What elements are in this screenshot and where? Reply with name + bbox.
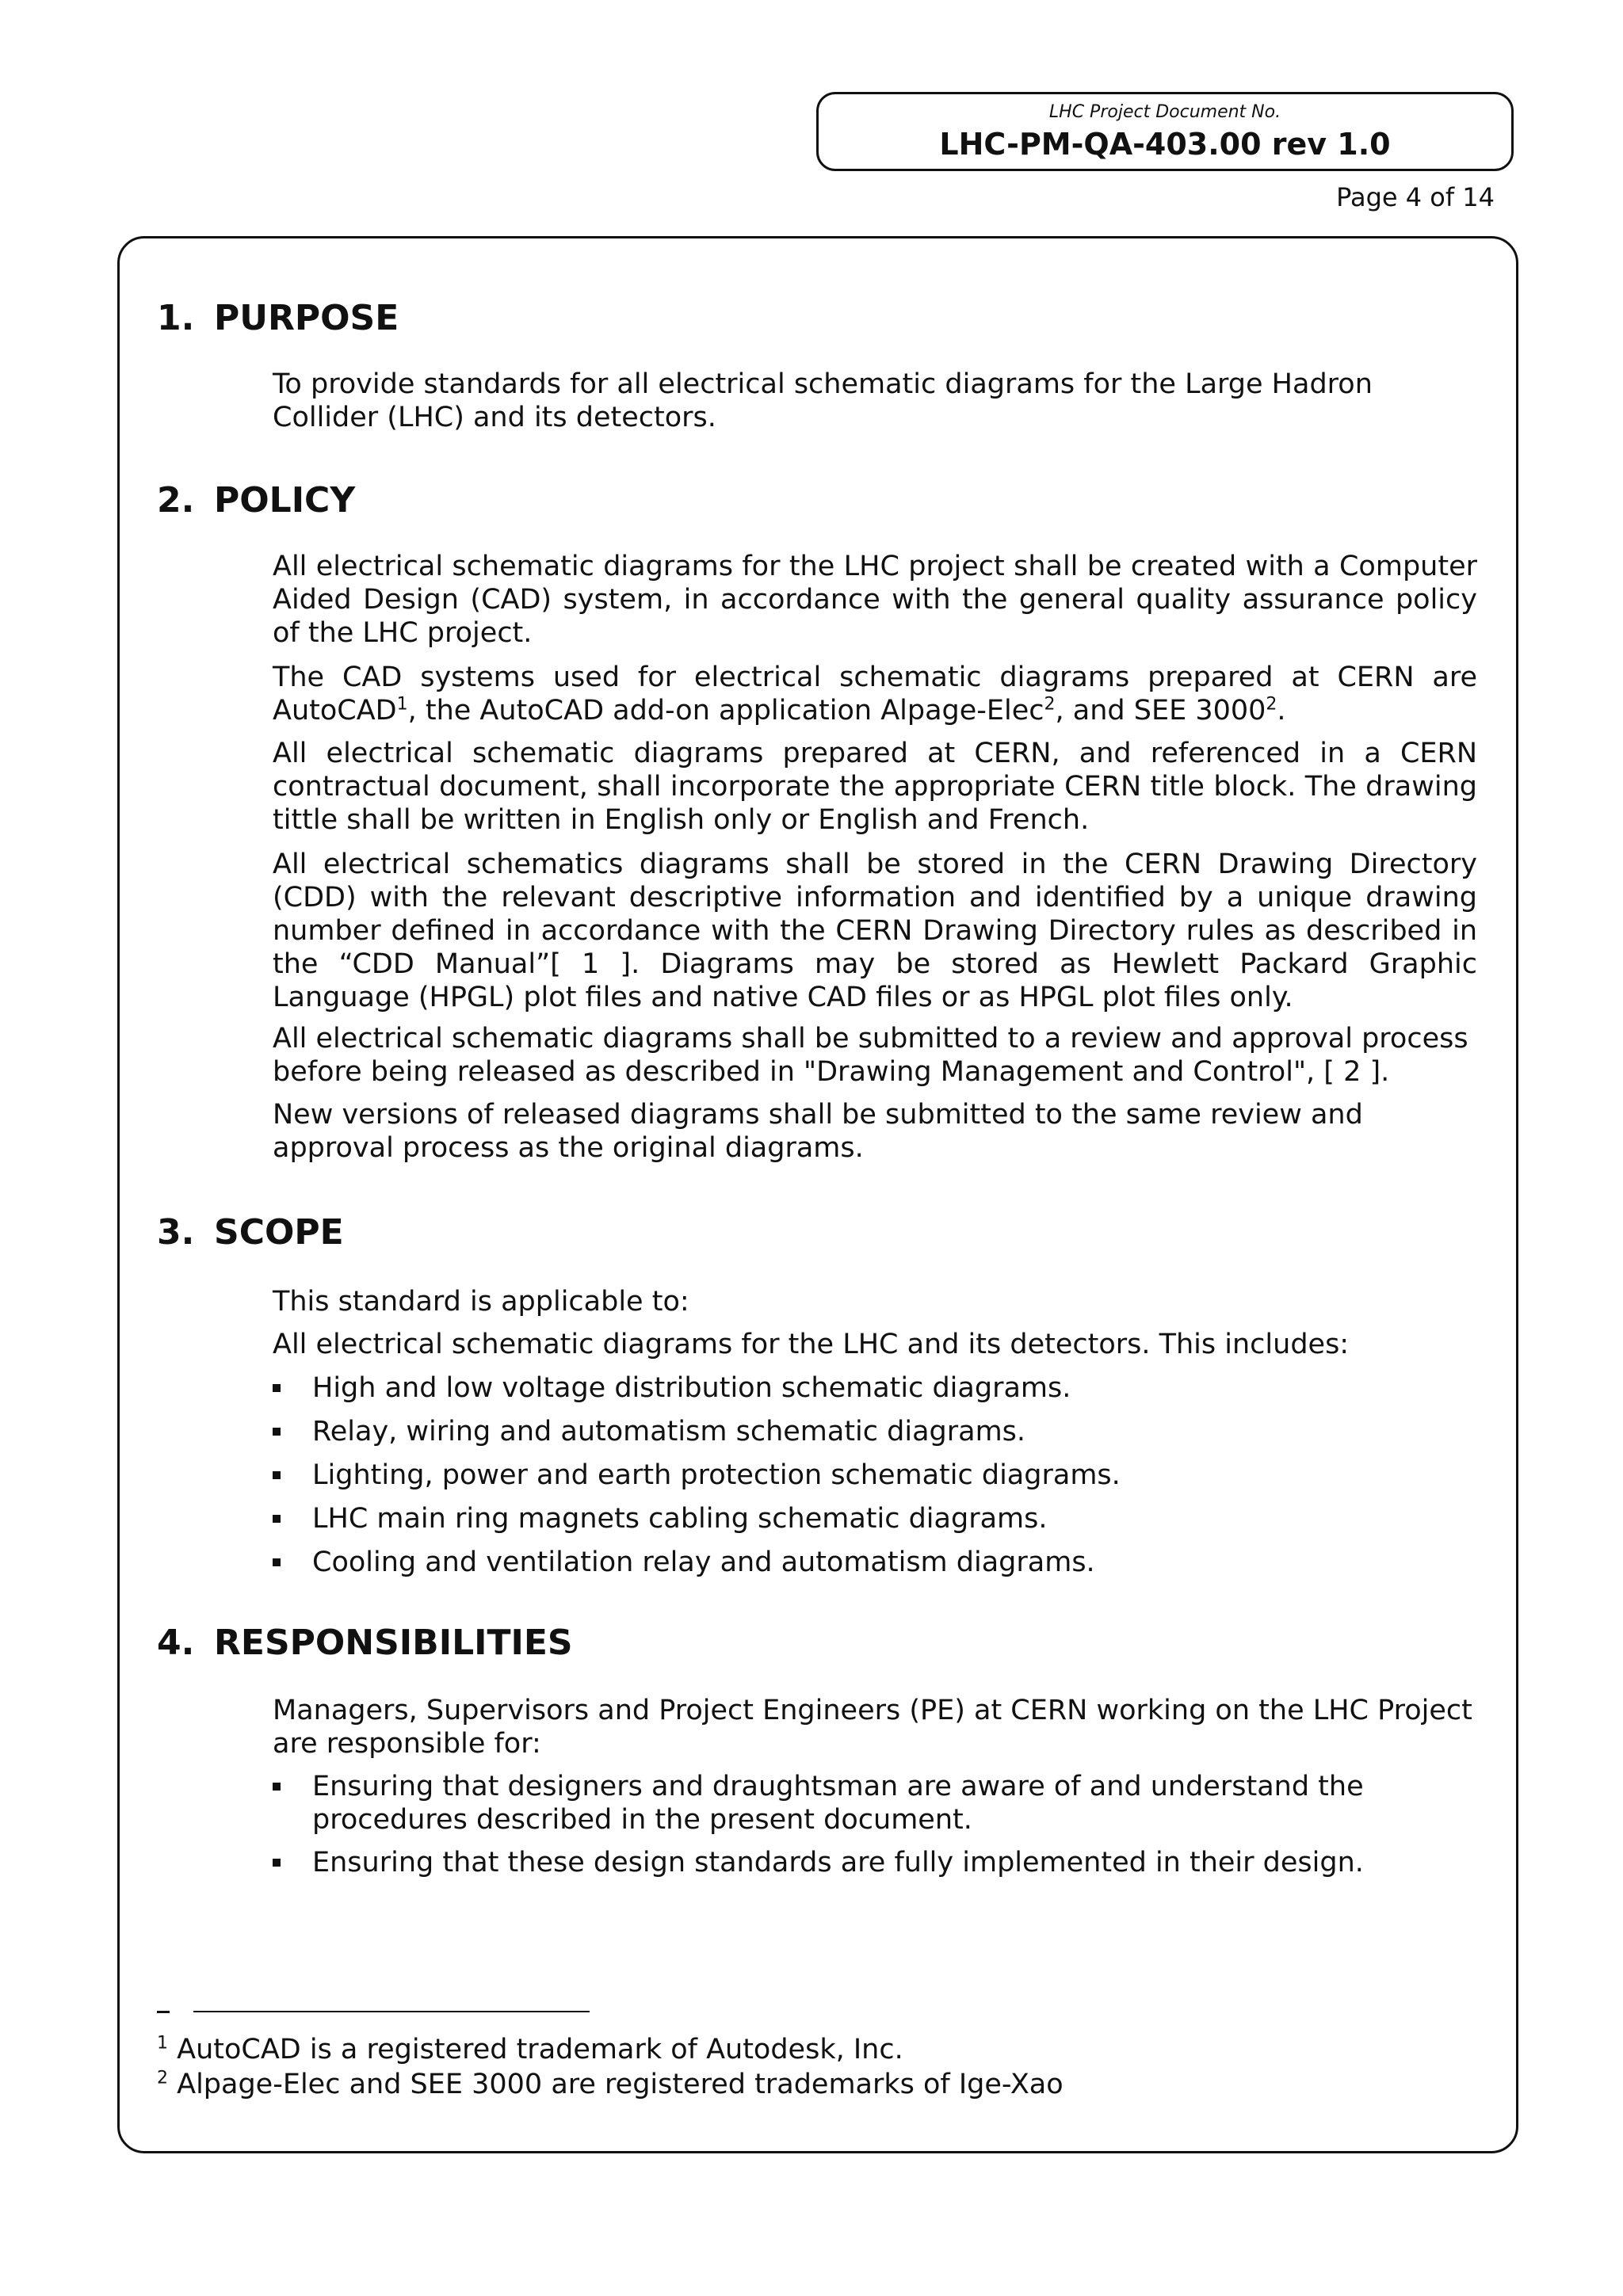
list-item: [273, 1502, 1477, 1535]
policy-paragraph-2: [273, 661, 1477, 727]
footnote-1: [157, 2033, 903, 2066]
list-item: [273, 1846, 1477, 1879]
bullet-square-icon: [273, 1859, 281, 1867]
bullet-square-icon: [273, 1428, 281, 1436]
footnote-text: Alpage-Elec and SEE 3000 are registered trademarks of Ige-Xao: [168, 2069, 1064, 2100]
scope-paragraph-1: This standard is applicable to:: [273, 1286, 689, 1318]
list-item-text: Lighting, power and earth protection schematic diagrams.: [312, 1459, 1121, 1491]
section-heading-responsibilities: [157, 1623, 573, 1663]
document-number: LHC-PM-QA-403.00 rev 1.0: [939, 127, 1391, 162]
section-number: 4.: [157, 1623, 195, 1663]
page-number: Page 4 of 14: [1336, 182, 1495, 212]
section-heading-policy: [157, 480, 355, 521]
footnote-dash: [157, 2011, 170, 2013]
section-title: PURPOSE: [214, 298, 399, 338]
policy-p2-text-b: , the AutoCAD add-on application Alpage-Elec: [407, 695, 1044, 727]
footnote-ref-2: 2: [1044, 694, 1056, 715]
list-item-text: Ensuring that designers and draughtsman are aware of and understand the procedures described in the present document.: [312, 1771, 1364, 1836]
footnote-text: AutoCAD is a registered trademark of Autodesk, Inc.: [168, 2034, 903, 2065]
footnote-ref-1: 1: [396, 694, 408, 715]
section-heading-scope: [157, 1212, 344, 1253]
footnote-ref-2b: 2: [1266, 694, 1277, 715]
footnote-mark: 1: [157, 2033, 168, 2054]
footnote-separator: [193, 2011, 590, 2012]
section-title: RESPONSIBILITIES: [214, 1623, 573, 1663]
policy-p2-text-a: The CAD systems used for electrical schematic diagrams prepared at CERN are AutoCAD: [273, 662, 1477, 727]
policy-paragraph-1: All electrical schematic diagrams for the LHC project shall be created with a Computer Aided Design (CAD) system, in accordance with the general quality assurance policy of the LHC project.: [273, 551, 1477, 649]
section-title: SCOPE: [214, 1212, 344, 1253]
document-number-box: [816, 92, 1514, 171]
section-heading-purpose: [157, 298, 399, 338]
list-item-text: Cooling and ventilation relay and automatism diagrams.: [312, 1547, 1095, 1578]
bullet-square-icon: [273, 1384, 281, 1392]
document-number-label: LHC Project Document No.: [1048, 102, 1281, 122]
section-number: 3.: [157, 1212, 195, 1253]
footnote-2: [157, 2068, 1064, 2101]
policy-paragraph-3: All electrical schematic diagrams prepared at CERN, and referenced in a CERN contractual document, shall incorporate the appropriate CERN title block. The drawing tittle shall be written in English only or English and French.: [273, 738, 1477, 836]
section-number: 1.: [157, 298, 195, 338]
list-item: [273, 1459, 1477, 1492]
bullet-square-icon: [273, 1783, 281, 1791]
list-item-text: LHC main ring magnets cabling schematic diagrams.: [312, 1503, 1048, 1535]
list-item: [273, 1546, 1477, 1579]
bullet-square-icon: [273, 1558, 281, 1566]
policy-paragraph-5: All electrical schematic diagrams shall be submitted to a review and approval process before being released as described in "Drawing Management and Control", [ 2 ].: [273, 1023, 1468, 1088]
list-item: [273, 1415, 1477, 1448]
list-item-text: High and low voltage distribution schematic diagrams.: [312, 1372, 1071, 1404]
list-item-text: Relay, wiring and automatism schematic diagrams.: [312, 1416, 1026, 1447]
responsibilities-paragraph: Managers, Supervisors and Project Engineers (PE) at CERN working on the LHC Project are responsible for:: [273, 1695, 1472, 1760]
list-item: [273, 1770, 1477, 1836]
section-number: 2.: [157, 480, 195, 521]
list-item-text: Ensuring that these design standards are fully implemented in their design.: [312, 1847, 1364, 1878]
policy-paragraph-4: All electrical schematics diagrams shall be stored in the CERN Drawing Directory (CDD) with the relevant descriptive information and identified by a unique drawing number defined in accordance with the CERN Drawing Directory rules as described in the “CDD Manual”[ 1 ]. Diagrams may be stored as Hewlett Packard Graphic Language (HPGL) plot files and native CAD files or as HPGL plot files only.: [273, 849, 1477, 1013]
bullet-square-icon: [273, 1515, 281, 1523]
scope-paragraph-2: All electrical schematic diagrams for the LHC and its detectors. This includes:: [273, 1329, 1350, 1360]
policy-p2-text-c: , and SEE 3000: [1055, 695, 1266, 727]
list-item: [273, 1371, 1477, 1405]
section-title: POLICY: [214, 480, 356, 521]
policy-p2-text-d: .: [1277, 695, 1286, 727]
bullet-square-icon: [273, 1471, 281, 1479]
policy-paragraph-6: New versions of released diagrams shall be submitted to the same review and approval process as the original diagrams.: [273, 1099, 1363, 1164]
footnote-mark: 2: [157, 2068, 168, 2088]
purpose-paragraph: To provide standards for all electrical schematic diagrams for the Large Hadron Collider (LHC) and its detectors.: [273, 368, 1373, 433]
